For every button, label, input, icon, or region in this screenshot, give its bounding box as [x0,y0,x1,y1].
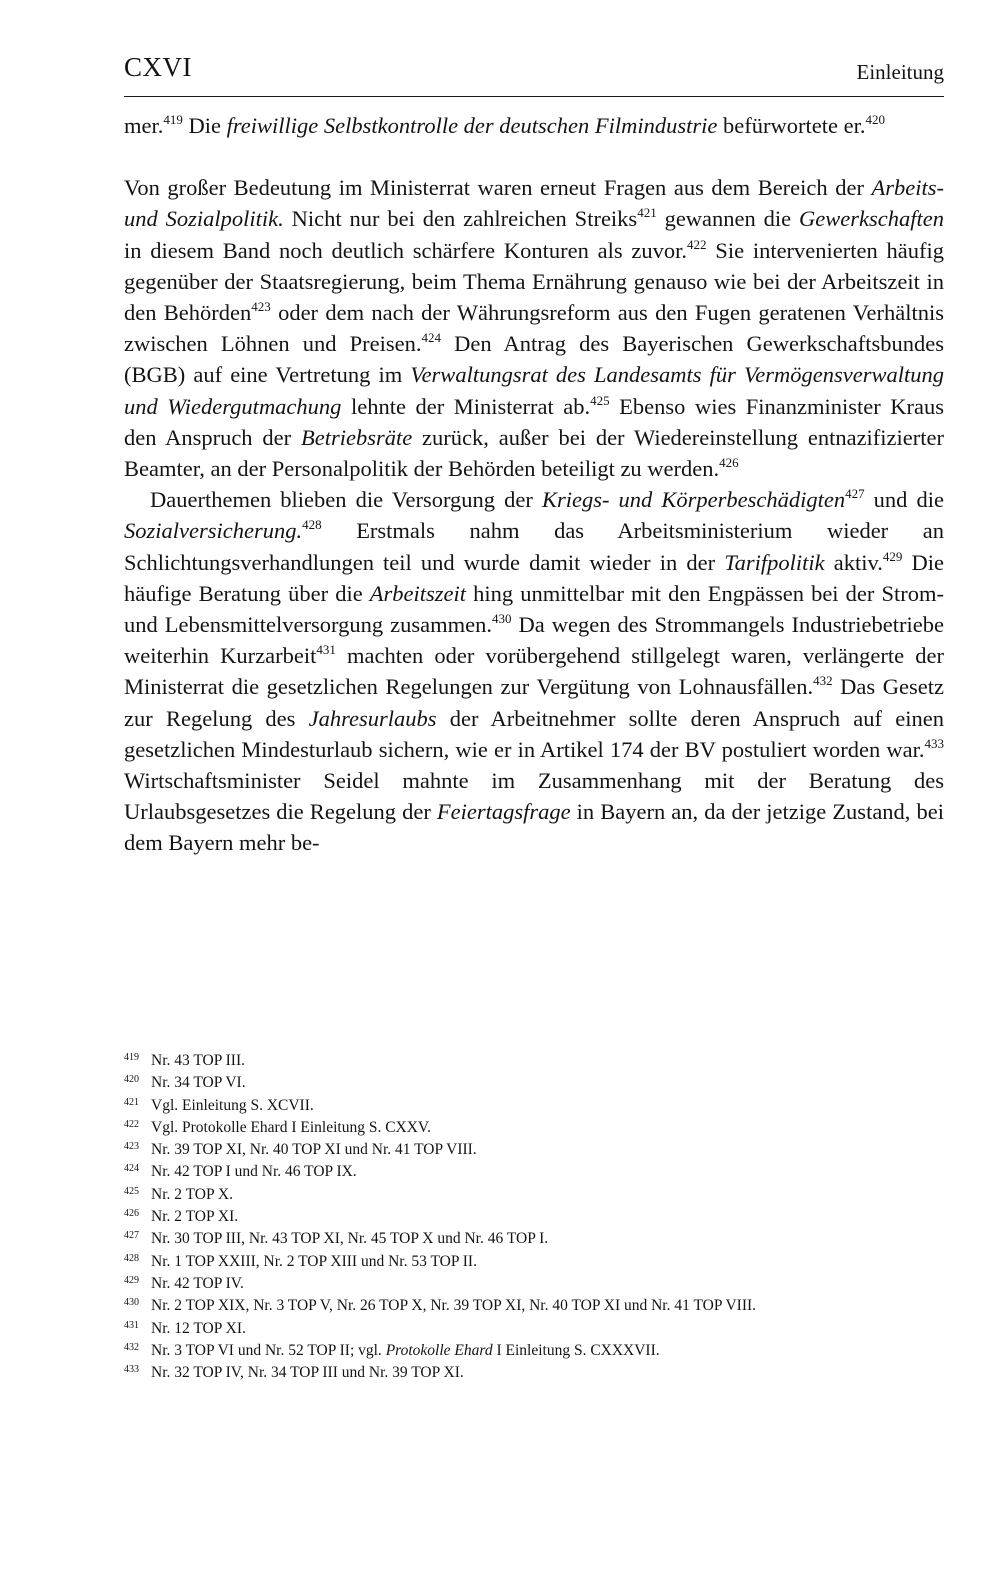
footnote: 426 Nr. 2 TOP XI. [124,1208,239,1226]
footnote-text [151,1163,357,1180]
text-run: Nr. 2 TOP X. [151,1185,233,1203]
paragraph [124,484,944,858]
page-number: CXVI [124,52,192,82]
text-run: gewannen die [656,206,800,232]
footnote-ref: 430 [491,611,512,627]
footnote-text [151,1208,238,1225]
italic-term: Sozialversicherung. [124,518,303,544]
footnote: 421 Vgl. Einleitung S. XCVII. [124,1096,314,1114]
footnote-ref: 421 [637,205,657,221]
footnote: 420 Nr. 34 TOP VI. [124,1074,246,1092]
text-run: in diesem Band noch deutlich schärfere Konturen als zuvor. [124,237,688,263]
text-run: Nr. 2 TOP XIX, Nr. 3 TOP V, Nr. 26 TOP X, Nr. 39 TOP XI, Nr. 40 TOP XI und Nr. 41 TOP VIII. [151,1297,757,1315]
text-run: lehnte der Ministerrat ab. [341,393,591,419]
footnote: 428 Nr. 1 TOP XXIII, Nr. 2 TOP XIII und Nr. 53 TOP II. [124,1252,477,1270]
text-run: Vgl. Einleitung S. XCVII. [151,1096,314,1114]
text-run: Nr. 30 TOP III, Nr. 43 TOP XI, Nr. 45 TOP X und Nr. 46 TOP I. [151,1230,549,1248]
footnote-ref: 423 [251,299,271,315]
footnote: 422 Vgl. Protokolle Ehard I Einleitung S. CXXV. [124,1118,431,1136]
footnote: 427 Nr. 30 TOP III, Nr. 43 TOP XI, Nr. 45 TOP X und Nr. 46 TOP I. [124,1230,549,1248]
footnote-text [151,1320,246,1337]
footnote-ref: 427 [845,486,865,502]
text-run: befürwortete er. [717,113,866,138]
footnote: 433 Nr. 32 TOP IV, Nr. 34 TOP III und Nr. 39 TOP XI. [124,1364,464,1382]
text-run: Erstmals nahm das Arbeitsministerium wieder an Schlichtungsverhandlungen teil und wurde damit wieder in der [124,518,944,575]
italic-term: Jahresurlaubs [308,705,437,731]
text-run: machten oder vorübergehend stillgelegt waren, verlängerte der Ministerrat die gesetzlichen Regelungen zur Vergütung von Lohnausfällen. [124,643,944,700]
footnote-text [151,1230,548,1247]
footnote-ref: 420 [865,112,885,127]
footnote-text [151,1364,464,1381]
running-header [124,52,944,97]
footnote: 424 Nr. 42 TOP I und Nr. 46 TOP IX. [124,1163,357,1181]
text-run: Nr. 3 TOP VI und Nr. 52 TOP II; vgl. [151,1341,386,1359]
footnote-ref: 426 [719,455,739,471]
paragraph [124,172,944,484]
text-run: hing unmittelbar mit den Engpässen bei der Strom- und Lebensmittelversorgung zusammen. [124,580,944,638]
footnote-text [151,1297,756,1314]
footnote: 423 Nr. 39 TOP XI, Nr. 40 TOP XI und Nr. 41 TOP VIII. [124,1141,477,1159]
text-run: Nr. 2 TOP XI. [151,1208,239,1226]
italic-term: Betriebsräte [300,424,413,450]
text-run: und die [864,487,944,513]
text-run: I Einleitung S. CXXXVII. [492,1341,660,1359]
text-run: Dauerthemen blieben die Versorgung der [150,487,542,513]
section-title: Einleitung [856,60,944,84]
italic-term: Arbeits- und Sozialpolitik. [124,175,944,232]
text-run: Vgl. Protokolle Ehard I Einleitung S. CXXV. [151,1118,431,1136]
italic-term: Kriegs- und Körperbeschädigten [541,487,846,513]
footnote-text [151,1097,314,1114]
italic-term: Tarifpolitik [724,549,825,575]
footnote: 425 Nr. 2 TOP X. [124,1185,233,1203]
italic-term: freiwillige Selbstkontrolle der deutschen Filmindustrie [226,113,718,138]
text-run: aktiv. [824,549,883,575]
footnotes [124,1050,944,1384]
footnote-ref: 432 [813,673,833,689]
footnote-ref: 433 [924,735,944,751]
footnote: 419 Nr. 43 TOP III. [124,1052,246,1069]
text-run: Das Gesetz zur Regelung des [124,674,944,731]
footnote-ref: 422 [687,236,707,252]
italic-term: Verwaltungsrat des Landesamts für Vermögensverwaltung und Wiedergutmachung [124,362,944,419]
italic-term: Feiertagsfrage [436,799,571,825]
footnote-text [151,1052,245,1069]
text-run: zurück, außer bei der Wiedereinstellung entnazifizierter Beamter, an der Personalpolitik der Behörden beteiligt zu werden. [124,424,945,482]
text-run: oder dem nach der Währungsreform aus den Fugen geratenen Verhältnis zwischen Löhnen und Preisen. [124,300,944,357]
footnote-ref: 428 [302,517,322,533]
footnote-text [151,1141,477,1158]
footnote: 431 Nr. 12 TOP XI. [124,1319,246,1337]
text-run: Ebenso wies Finanzminister Kraus den Anspruch der [124,393,944,450]
italic-term: Arbeitszeit [369,580,467,606]
footnote: 429 Nr. 42 TOP IV. [124,1274,244,1292]
text-run: Nr. 12 TOP XI. [151,1319,246,1337]
footnote: 430 Nr. 2 TOP XIX, Nr. 3 TOP V, Nr. 26 TOP X, Nr. 39 TOP XI, Nr. 40 TOP XI und Nr. 41 TOP VIII. [124,1297,757,1315]
text-run: Nicht nur bei den zahlreichen Streiks [283,206,638,232]
footnote-text [151,1074,246,1091]
text-run: Nr. 42 TOP IV. [151,1274,244,1292]
text-run: Nr. 42 TOP I und Nr. 46 TOP IX. [151,1163,357,1181]
footnote-text [151,1253,477,1270]
italic-term: Protokolle Ehard [385,1341,493,1359]
footnote-ref: 431 [316,642,336,658]
footnote-text [151,1275,244,1292]
italic-term: Gewerkschaften [799,206,944,232]
text-run: Da wegen des Strommangels Industriebetriebe weiterhin Kurzarbeit [124,612,944,669]
text-run: Nr. 34 TOP VI. [151,1074,246,1092]
footnote-text [151,1119,431,1136]
footnote-ref: 429 [882,548,903,564]
paragraph [124,110,944,141]
text-run: der Arbeitnehmer sollte deren Anspruch auf einen gesetzlichen Mindesturlaub sichern, wie er in Artikel 174 der BV postuliert worden war. [124,705,944,762]
footnote: 432 Nr. 3 TOP VI und Nr. 52 TOP II; vgl. Protokolle Ehard I Einleitung S. CXXXVII. [124,1341,660,1359]
text-run: Von großer Bedeutung im Ministerrat waren erneut Fragen aus dem Bereich der [124,175,872,201]
main-text [124,110,944,859]
text-run: Den Antrag des Bayerischen Gewerkschaftsbundes (BGB) auf eine Vertretung im [124,331,944,388]
footnote-ref: 419 [163,112,183,127]
text-run: Wirtschaftsminister Seidel mahnte im Zusammenhang mit der Beratung des Urlaubsgesetzes die Regelung der [124,768,944,825]
text-run: Nr. 39 TOP XI, Nr. 40 TOP XI und Nr. 41 TOP VIII. [151,1141,477,1159]
text-run: Nr. 32 TOP IV, Nr. 34 TOP III und Nr. 39 TOP XI. [151,1364,464,1382]
text-run: Die [182,113,227,138]
footnote-text [151,1342,660,1359]
footnote-text [151,1186,233,1203]
footnote-ref: 424 [421,330,441,346]
text-run: Sie intervenierten häufig gegenüber der Staatsregierung, beim Thema Ernährung genauso wie bei der Arbeitszeit in den Behörden [124,237,944,326]
text-run: Nr. 43 TOP III. [151,1052,246,1069]
text-run: mer. [124,113,164,138]
text-run: Die häufige Beratung über die [124,549,944,606]
text-run: Nr. 1 TOP XXIII, Nr. 2 TOP XIII und Nr. 53 TOP II. [151,1252,477,1270]
text-run: in Bayern an, da der jetzige Zustand, bei dem Bayern mehr be- [124,799,944,856]
footnote-ref: 425 [590,392,610,408]
